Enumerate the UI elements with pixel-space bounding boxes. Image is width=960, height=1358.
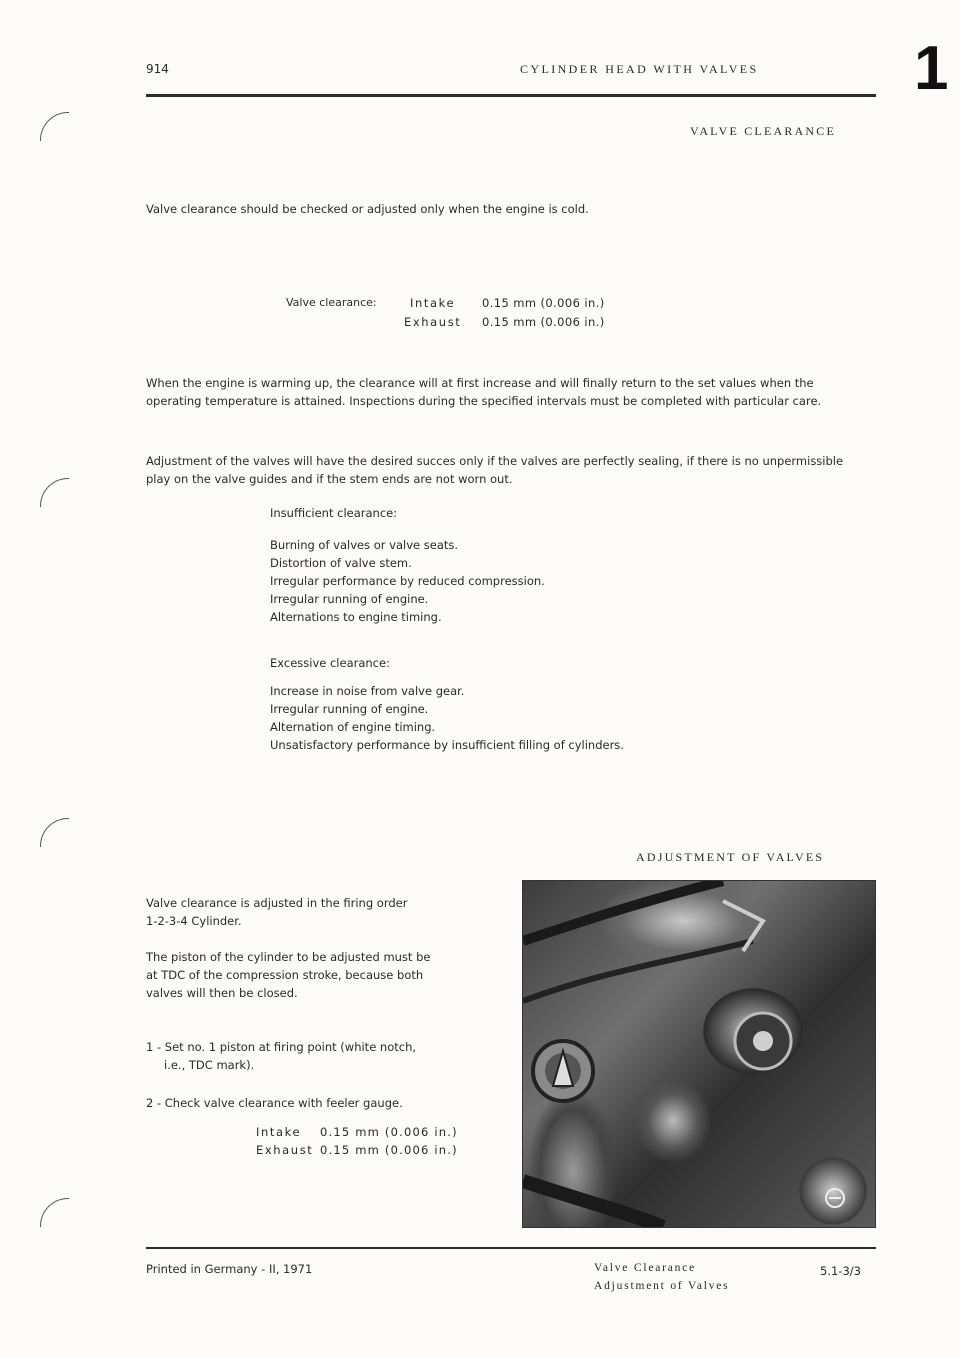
page-code: 914 <box>146 62 169 76</box>
footer-section-subtitle: Adjustment of Valves <box>594 1280 730 1292</box>
text-line: 1 - Set no. 1 piston at firing point (white notch, <box>146 1040 417 1054</box>
text-line: at TDC of the compression stroke, because both <box>146 968 424 982</box>
section-heading-adjustment: ADJUSTMENT OF VALVES <box>636 850 825 864</box>
header-rule <box>146 94 876 97</box>
text-line: Valve clearance is adjusted in the firing order <box>146 896 408 910</box>
section-heading-valve-clearance: VALVE CLEARANCE <box>690 124 837 138</box>
list-item: Increase in noise from valve gear. <box>270 684 465 698</box>
adjustment-paragraph-1 <box>146 894 486 930</box>
spec-label: Valve clearance: <box>286 296 377 309</box>
list-item: Irregular running of engine. <box>270 592 429 606</box>
text-line: i.e., TDC mark). <box>164 1058 255 1072</box>
margin-mark <box>40 112 69 141</box>
footer-page-code: 5.1-3/3 <box>820 1264 861 1278</box>
adjust-spec-value-intake: 0.15 mm (0.006 in.) <box>320 1125 458 1139</box>
adjust-spec-key-intake: Intake <box>256 1125 302 1139</box>
text-line: valves will then be closed. <box>146 986 298 1000</box>
text-line: 1-2-3-4 Cylinder. <box>146 914 242 928</box>
text-line: The piston of the cylinder to be adjusted must be <box>146 950 431 964</box>
footer-rule <box>146 1247 876 1249</box>
spec-key-exhaust: Exhaust <box>404 315 462 329</box>
spec-value-intake: 0.15 mm (0.006 in.) <box>482 296 605 310</box>
list-item: Distortion of valve stem. <box>270 556 412 570</box>
paragraph-adjustment-conditions: Adjustment of the valves will have the desired succes only if the valves are perfectly sealing, if there is no unpermissible play on the valve guides and if the stem ends are not worn out. <box>146 454 844 486</box>
footer-section-title: Valve Clearance <box>594 1262 697 1274</box>
footer-print-info: Printed in Germany - II, 1971 <box>146 1262 313 1276</box>
adjustment-paragraph-2 <box>146 948 506 1002</box>
list-item: Unsatisfactory performance by insufficient filling of cylinders. <box>270 738 624 752</box>
margin-mark <box>40 478 69 507</box>
chapter-number: 1 <box>914 34 949 103</box>
list-item: Alternation of engine timing. <box>270 720 436 734</box>
list-item: Burning of valves or valve seats. <box>270 538 459 552</box>
list-item: Irregular running of engine. <box>270 702 429 716</box>
spec-value-exhaust: 0.15 mm (0.006 in.) <box>482 315 605 329</box>
list-item: Irregular performance by reduced compression. <box>270 574 545 588</box>
paragraph-warming: When the engine is warming up, the clearance will at first increase and will finally return to the set values when the operating temperature is attained. Inspections during the specified intervals must be completed with particular care. <box>146 376 822 408</box>
engine-photo-detail <box>523 881 875 1227</box>
adjust-spec-value-exhaust: 0.15 mm (0.006 in.) <box>320 1143 458 1157</box>
page-title: CYLINDER HEAD WITH VALVES <box>520 62 759 76</box>
excessive-heading: Excessive clearance: <box>270 656 390 670</box>
margin-mark <box>40 818 69 847</box>
step-1 <box>146 1038 506 1074</box>
adjust-spec-key-exhaust: Exhaust <box>256 1143 314 1157</box>
insufficient-list <box>270 536 545 626</box>
spec-key-intake: Intake <box>410 296 456 310</box>
list-item: Alternations to engine timing. <box>270 610 442 624</box>
excessive-list <box>270 682 624 754</box>
intro-paragraph: Valve clearance should be checked or adjusted only when the engine is cold. <box>146 202 589 216</box>
margin-mark <box>40 1198 69 1227</box>
step-2: 2 - Check valve clearance with feeler gauge. <box>146 1096 403 1110</box>
engine-photo <box>522 880 876 1228</box>
insufficient-heading: Insufficient clearance: <box>270 506 398 520</box>
